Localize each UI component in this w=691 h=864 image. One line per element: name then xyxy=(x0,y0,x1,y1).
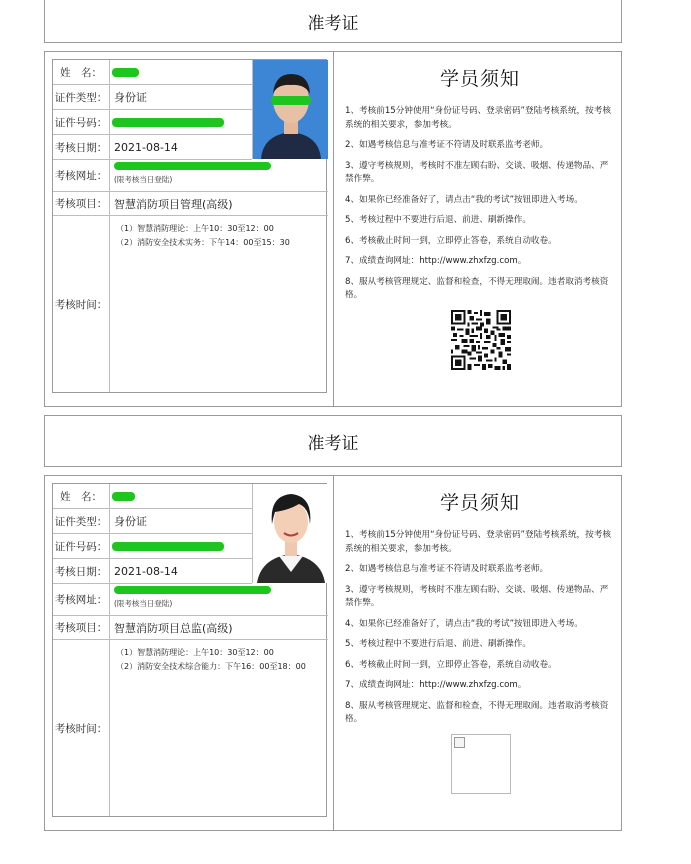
name-redaction xyxy=(112,492,135,501)
candidate-info-table xyxy=(52,59,327,393)
exam-time-block xyxy=(53,216,326,392)
exam-time-sessions xyxy=(110,640,326,816)
candidate-info-table xyxy=(52,483,327,817)
session-item: （2）消防安全技术综合能力：下午16：00至18：00 xyxy=(116,662,306,671)
project-label: 考核项目： xyxy=(53,192,110,215)
id-type-row xyxy=(53,509,252,534)
qr-code-icon xyxy=(451,310,511,370)
candidate-photo xyxy=(252,484,328,583)
id-type-value: 身份证 xyxy=(114,515,147,528)
url-redaction xyxy=(114,586,271,594)
broken-image-icon xyxy=(451,734,511,794)
notice-item: 5、考核过程中不要进行后退、前进、刷新操作。 xyxy=(345,215,531,225)
session-item: （2）消防安全技术实务：下午14：00至15：30 xyxy=(116,238,290,247)
url-note: (限考核当日登陆) xyxy=(114,599,173,608)
notice-list xyxy=(345,105,615,303)
notice-item: 7、成绩查询网址：http://www.zhxfzg.com。 xyxy=(345,256,527,266)
notice-title: 学员须知 xyxy=(439,492,520,514)
notice-item: 2、如遇考核信息与准考证不符请及时联系监考老师。 xyxy=(345,564,549,574)
admission-ticket-title: 准考证 xyxy=(44,0,622,43)
candidate-notice xyxy=(345,476,615,734)
project-row xyxy=(53,192,328,216)
admission-ticket-card xyxy=(44,51,622,407)
project-row xyxy=(53,616,328,640)
candidate-notice xyxy=(345,52,615,310)
session-item: （1）智慧消防理论：上午10：30至12：00 xyxy=(116,224,274,233)
exam-time-sessions xyxy=(110,216,326,392)
notice-item: 7、成绩查询网址：http://www.zhxfzg.com。 xyxy=(345,680,527,690)
id-number-row xyxy=(53,110,252,135)
id-number-value xyxy=(110,534,252,558)
broken-image-glyph xyxy=(454,737,465,748)
id-number-redaction xyxy=(112,118,224,127)
session-item: （1）智慧消防理论：上午10：30至12：00 xyxy=(116,648,274,657)
date-row xyxy=(53,559,252,584)
notice-item: 3、遵守考核规则，考核时不准左顾右盼、交谈、吸烟、传递物品、严禁作弊。 xyxy=(345,584,609,608)
admission-ticket-title: 准考证 xyxy=(44,415,622,467)
notice-list xyxy=(345,529,615,727)
id-number-value xyxy=(110,110,252,134)
name-row xyxy=(53,60,252,85)
notice-item: 8、服从考核管理规定、监督和检查，不得无理取闹。违者取消考核资格。 xyxy=(345,700,609,724)
notice-item: 6、考核截止时间一到，立即停止答卷，系统自动收卷。 xyxy=(345,235,557,246)
name-redaction xyxy=(112,68,139,77)
id-type-label: 证件类型： xyxy=(53,85,110,109)
date-label: 考核日期： xyxy=(53,135,110,159)
id-type-row xyxy=(53,85,252,110)
url-redaction xyxy=(114,162,271,170)
id-number-label: 证件号码： xyxy=(53,534,110,558)
url-label: 考核网址： xyxy=(53,584,110,615)
project-label: 考核项目： xyxy=(53,616,110,639)
exam-time-label: 考核时间： xyxy=(53,216,110,392)
project-value: 智慧消防项目总监(高级) xyxy=(114,621,233,635)
url-value xyxy=(110,160,328,191)
url-note: (限考核当日登陆) xyxy=(114,175,173,184)
url-value xyxy=(110,584,328,615)
name-label: 姓 名： xyxy=(53,484,110,508)
id-number-label: 证件号码： xyxy=(53,110,110,134)
notice-item: 2、如遇考核信息与准考证不符请及时联系监考老师。 xyxy=(345,140,549,150)
notice-item: 6、考核截止时间一到，立即停止答卷，系统自动收卷。 xyxy=(345,659,557,670)
notice-item: 5、考核过程中不要进行后退、前进、刷新操作。 xyxy=(345,639,531,649)
exam-time-label: 考核时间： xyxy=(53,640,110,816)
url-label: 考核网址： xyxy=(53,160,110,191)
notice-item: 3、遵守考核规则，考核时不准左顾右盼、交谈、吸烟、传递物品、严禁作弊。 xyxy=(345,160,609,184)
date-row xyxy=(53,135,252,160)
name-value xyxy=(110,484,252,508)
notice-item: 1、考核前15分钟使用“身份证号码、登录密码”登陆考核系统，按考核系统的相关要求，参加考核。 xyxy=(345,530,611,554)
exam-time-block xyxy=(53,640,326,816)
id-number-row xyxy=(53,534,252,559)
name-value xyxy=(110,60,252,84)
column-divider xyxy=(333,52,334,406)
notice-title: 学员须知 xyxy=(439,68,520,90)
url-row xyxy=(53,160,328,192)
id-type-label: 证件类型： xyxy=(53,509,110,533)
notice-item: 4、如果你已经准备好了，请点击“我的考试”按钮即进入考场。 xyxy=(345,194,583,205)
date-value: 2021-08-14 xyxy=(114,564,178,578)
column-divider xyxy=(333,476,334,830)
notice-item: 8、服从考核管理规定、监督和检查，不得无理取闹。违者取消考核资格。 xyxy=(345,276,609,300)
notice-item: 1、考核前15分钟使用“身份证号码、登录密码”登陆考核系统，按考核系统的相关要求，参加考核。 xyxy=(345,106,611,130)
admission-ticket-card xyxy=(44,475,622,831)
date-value: 2021-08-14 xyxy=(114,140,178,154)
project-value: 智慧消防项目管理(高级) xyxy=(114,197,233,211)
name-label: 姓 名： xyxy=(53,60,110,84)
id-number-redaction xyxy=(112,542,224,551)
candidate-photo xyxy=(252,60,328,159)
name-row xyxy=(53,484,252,509)
notice-item: 4、如果你已经准备好了，请点击“我的考试”按钮即进入考场。 xyxy=(345,618,583,629)
id-type-value: 身份证 xyxy=(114,91,147,104)
date-label: 考核日期： xyxy=(53,559,110,583)
url-row xyxy=(53,584,328,616)
